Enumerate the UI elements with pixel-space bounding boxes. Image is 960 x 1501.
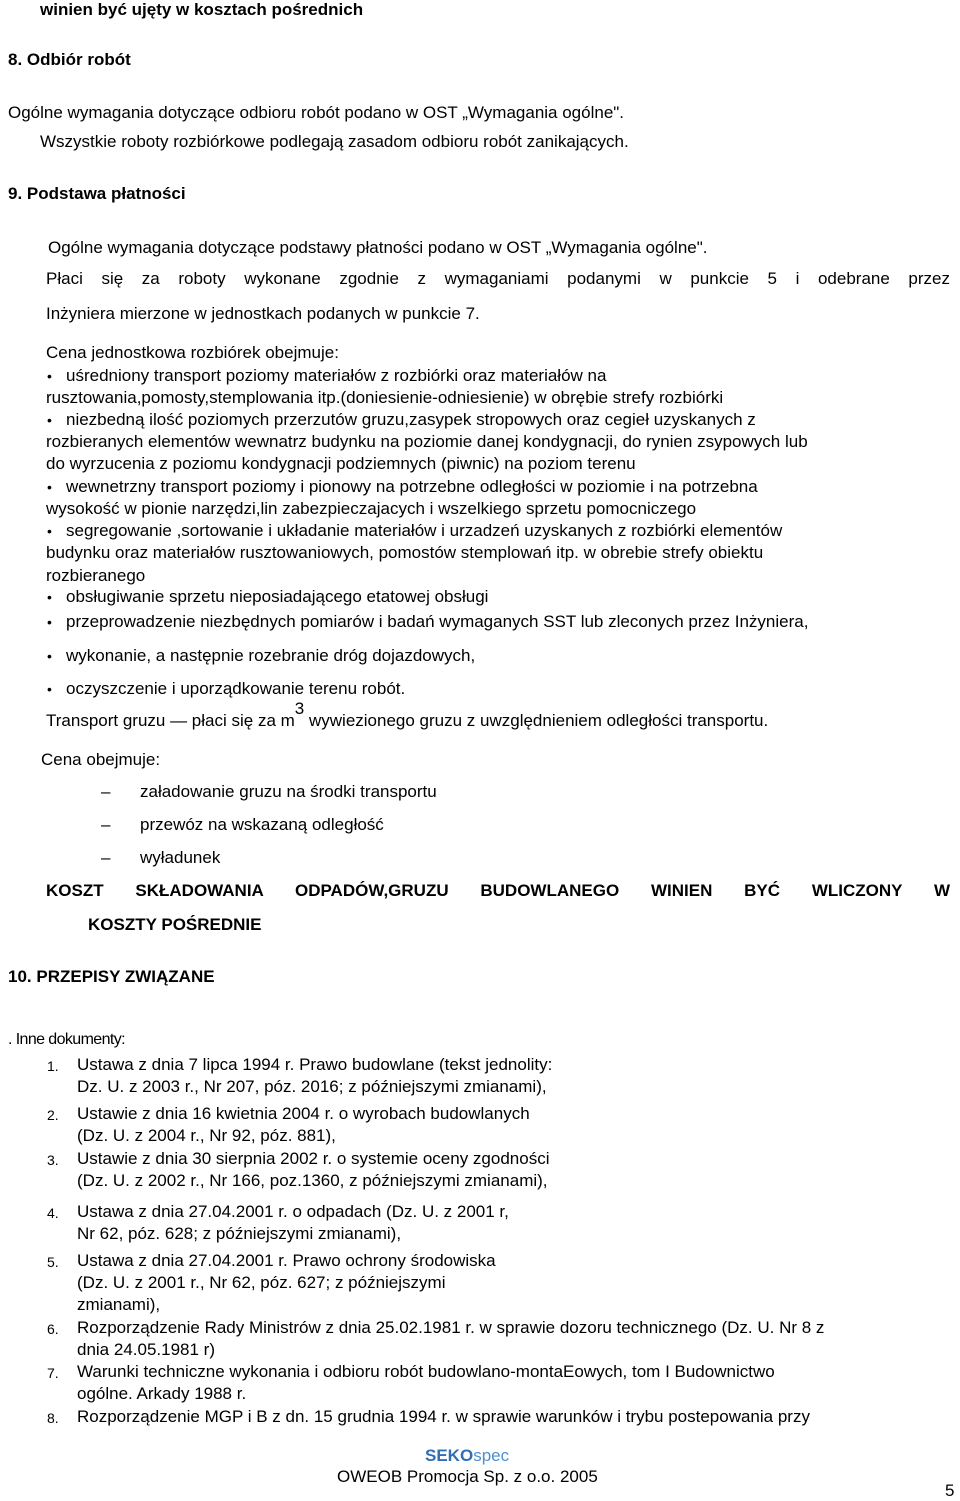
page-number: 5 xyxy=(945,1481,955,1500)
bullet-8: oczyszczenie i uporządkowanie terenu robót. xyxy=(66,679,406,698)
item-number: 2. xyxy=(47,1107,59,1123)
bullet-2-line-2: rozbieranych elementów wewnatrz budynku na poziomie danej kondygnacji, do rynien zsypowych lub xyxy=(46,432,808,451)
regulation-item-4-line-1: Ustawa z dnia 27.04.2001 r. o odpadach (Dz. U. z 2001 r, xyxy=(77,1202,509,1221)
regulation-item-5-line-3: zmianami), xyxy=(77,1295,161,1314)
regulation-item-6-line-2: dnia 24.05.1981 r) xyxy=(77,1340,215,1359)
bullet-marker: • xyxy=(47,479,52,495)
item-number: 1. xyxy=(47,1058,59,1074)
logo-text-spec: spec xyxy=(473,1446,510,1465)
transport-line xyxy=(46,699,769,731)
dash-marker: – xyxy=(101,848,111,867)
bullet-4-line-1: segregowanie ,sortowanie i układanie materiałów i urzadzeń uzyskanych z rozbiórki elementów xyxy=(66,521,783,540)
regulation-item-2-line-2: (Dz. U. z 2004 r., Nr 92, póz. 881), xyxy=(77,1126,336,1145)
section-9-heading: 9. Podstawa płatności xyxy=(8,184,186,203)
regulation-item-2-line-1: Ustawie z dnia 16 kwietnia 2004 r. o wyrobach budowlanych xyxy=(77,1104,530,1123)
sekospec-logo xyxy=(425,1446,509,1466)
s9-paragraph-2b: Inżyniera mierzone w jednostkach podanych w punkcie 7. xyxy=(46,304,480,323)
bullet-marker: • xyxy=(47,648,52,664)
s8-paragraph-1: Ogólne wymagania dotyczące odbioru robót podano w OST „Wymagania ogólne". xyxy=(8,103,625,122)
bullet-3-line-2: wysokość w pionie narzędzi,lin zabezpieczajacych i wszelkiego sprzetu pomocniczego xyxy=(46,499,697,518)
s8-paragraph-2: Wszystkie roboty rozbiórkowe podlegają zasadom odbioru robót zanikających. xyxy=(40,132,629,151)
regulation-item-3-line-1: Ustawie z dnia 30 sierpnia 2002 r. o systemie oceny zgodności xyxy=(77,1149,550,1168)
section-10-heading: 10. PRZEPISY ZWIĄZANE xyxy=(8,967,215,986)
regulation-item-5-line-1: Ustawa z dnia 27.04.2001 r. Prawo ochrony środowiska xyxy=(77,1251,496,1270)
item-number: 8. xyxy=(47,1410,59,1426)
bullet-1-line-1: uśredniony transport poziomy materiałów z rozbiórki oraz materiałów na xyxy=(66,366,607,385)
koszt-notice-line-2: KOSZTY POŚREDNIE xyxy=(88,915,262,934)
transport-text-b: wywiezionego gruzu z uwzględnieniem odległości transportu. xyxy=(304,711,769,730)
inne-dokumenty-label: . Inne dokumenty: xyxy=(8,1031,125,1048)
bullet-marker: • xyxy=(47,681,52,697)
bullet-4-line-2: budynku oraz materiałów rusztowaniowych, pomostów stemplowań itp. w obrebie strefy obiektu xyxy=(46,543,764,562)
bullet-marker: • xyxy=(47,368,52,384)
item-number: 5. xyxy=(47,1254,59,1270)
dash-item-2: przewóz na wskazaną odległość xyxy=(140,815,384,834)
bullet-marker: • xyxy=(47,614,52,630)
cena-jednostkowa-heading: Cena jednostkowa rozbiórek obejmuje: xyxy=(46,343,339,362)
regulation-item-3-line-2: (Dz. U. z 2002 r., Nr 166, poz.1360, z późniejszymi zmianami), xyxy=(77,1171,548,1190)
regulation-item-7-line-1: Warunki techniczne wykonania i odbioru robót budowlano-montaEowych, tom I Budownictwo xyxy=(77,1362,775,1381)
bullet-marker: • xyxy=(47,523,52,539)
continuation-line: winien być ujęty w kosztach pośrednich xyxy=(40,0,364,19)
regulation-item-5-line-2: (Dz. U. z 2001 r., Nr 62, póz. 627; z późniejszymi xyxy=(77,1273,446,1292)
item-number: 7. xyxy=(47,1365,59,1381)
bullet-5: obsługiwanie sprzetu nieposiadającego etatowej obsługi xyxy=(66,587,489,606)
regulation-item-4-line-2: Nr 62, póz. 628; z późniejszymi zmianami), xyxy=(77,1224,402,1243)
bullet-7: wykonanie, a następnie rozebranie dróg dojazdowych, xyxy=(66,646,476,665)
bullet-2-line-1: niezbedną ilość poziomych przerzutów gruzu,zasypek stropowych oraz cegieł uzyskanych z xyxy=(66,410,756,429)
dash-marker: – xyxy=(101,782,111,801)
item-number: 6. xyxy=(47,1321,59,1337)
s9-paragraph-1: Ogólne wymagania dotyczące podstawy płatności podano w OST „Wymagania ogólne". xyxy=(48,238,708,257)
transport-text-a: Transport gruzu — płaci się za m xyxy=(46,711,295,730)
cena-obejmuje-heading: Cena obejmuje: xyxy=(41,750,161,769)
regulation-item-8-line-1: Rozporządzenie MGP i B z dn. 15 grudnia 1994 r. w sprawie warunków i trybu postepowania przy xyxy=(77,1407,810,1426)
bullet-2-line-3: do wyrzucenia z poziomu kondygnacji podziemnych (piwnic) na poziom terenu xyxy=(46,454,636,473)
bullet-marker: • xyxy=(47,589,52,605)
section-8-heading: 8. Odbiór robót xyxy=(8,50,131,69)
bullet-6: przeprowadzenie niezbędnych pomiarów i badań wymaganych SST lub zleconych przez Inżyniera, xyxy=(66,612,809,631)
item-number: 3. xyxy=(47,1152,59,1168)
item-number: 4. xyxy=(47,1205,59,1221)
bullet-4-line-3: rozbieranego xyxy=(46,566,146,585)
regulation-item-1-line-2: Dz. U. z 2003 r., Nr 207, póz. 2016; z późniejszymi zmianami), xyxy=(77,1077,547,1096)
koszt-notice-line-1: KOSZT SKŁADOWANIA ODPADÓW,GRUZU BUDOWLANEGO WINIEN BYĆ WLICZONY W xyxy=(46,881,950,900)
bullet-1-line-2: rusztowania,pomosty,stemplowania itp.(doniesienie-odniesienie) w obrębie strefy rozbiórki xyxy=(46,388,724,407)
regulation-item-6-line-1: Rozporządzenie Rady Ministrów z dnia 25.02.1981 r. w sprawie dozoru technicznego (Dz. U. Nr 8 z xyxy=(77,1318,825,1337)
cubic-superscript: 3 xyxy=(294,699,305,718)
bullet-3-line-1: wewnetrzny transport poziomy i pionowy na potrzebne odległości w poziomie i na potrzebna xyxy=(66,477,758,496)
dash-item-3: wyładunek xyxy=(140,848,221,867)
dash-marker: – xyxy=(101,815,111,834)
footer-company: OWEOB Promocja Sp. z o.o. 2005 xyxy=(337,1467,598,1486)
logo-text-seko: SEKO xyxy=(425,1446,474,1465)
s9-paragraph-2a: Płaci się za roboty wykonane zgodnie z wymaganiami podanymi w punkcie 5 i odebrane przez xyxy=(46,269,950,288)
regulation-item-7-line-2: ogólne. Arkady 1988 r. xyxy=(77,1384,247,1403)
regulation-item-1-line-1: Ustawa z dnia 7 lipca 1994 r. Prawo budowlane (tekst jednolity: xyxy=(77,1055,553,1074)
bullet-marker: • xyxy=(47,412,52,428)
dash-item-1: załadowanie gruzu na środki transportu xyxy=(140,782,437,801)
